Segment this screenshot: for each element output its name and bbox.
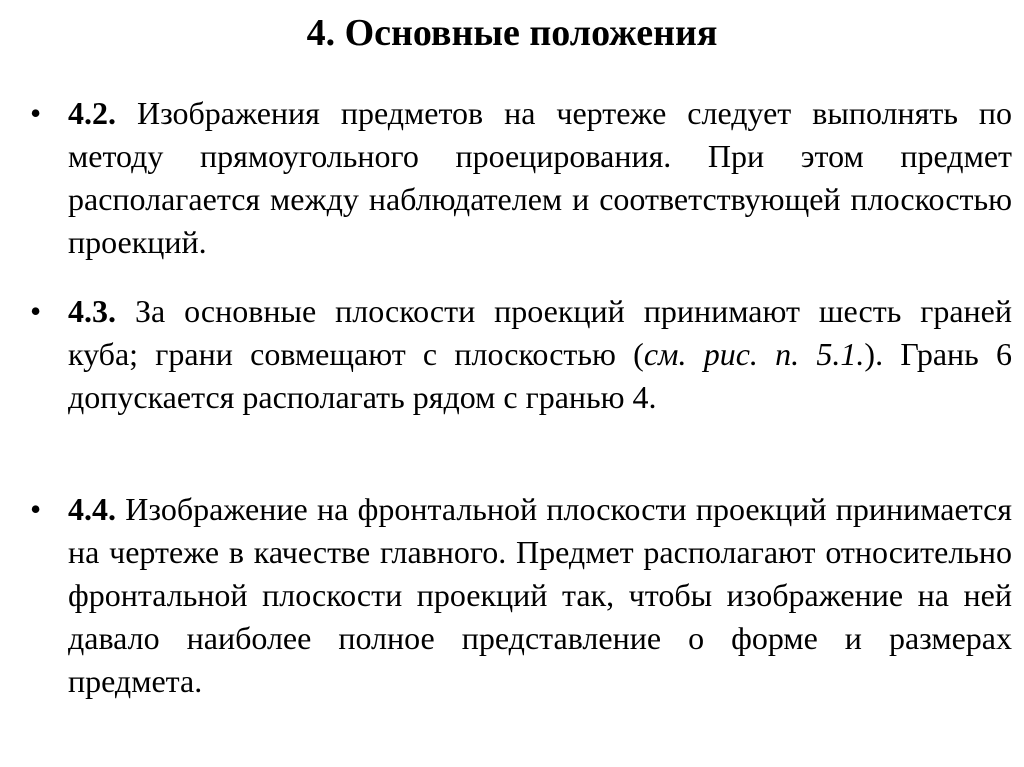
item-body: Изображение на фронтальной плоскости проекций принимается на чертеже в качестве главного. Предмет располагают относительно фронтальной плоскости проекций так, чтобы изображение на ней давало наиболее полное представление о форме и размерах предмета. [68, 491, 1013, 699]
item-number: 4.2. [68, 95, 116, 131]
item-body: За основные плоскости проекций принимают шесть граней куба; грани совмещают с плоскостью ( [68, 293, 1013, 372]
bullet: • [30, 491, 42, 527]
page-title: 4. Основные положения [306, 12, 718, 54]
item-number: 4.3. [68, 293, 116, 329]
list-item-text [68, 290, 1012, 419]
item-body-continued: ). Грань 6 допускается располагать рядом с гранью 4. [68, 336, 1013, 415]
list-item-text [68, 92, 1012, 264]
list-item-text [68, 488, 1012, 703]
item-number: 4.4. [68, 491, 116, 527]
bullet: • [30, 293, 42, 329]
figure-reference: см. рис. п. 5.1. [643, 336, 865, 372]
bullet: • [30, 95, 42, 131]
item-body: Изображения предметов на чертеже следует выполнять по методу прямоугольного проецирования. При этом предмет располагается между наблюдателем и соответствующей плоскостью проекций. [68, 95, 1012, 260]
